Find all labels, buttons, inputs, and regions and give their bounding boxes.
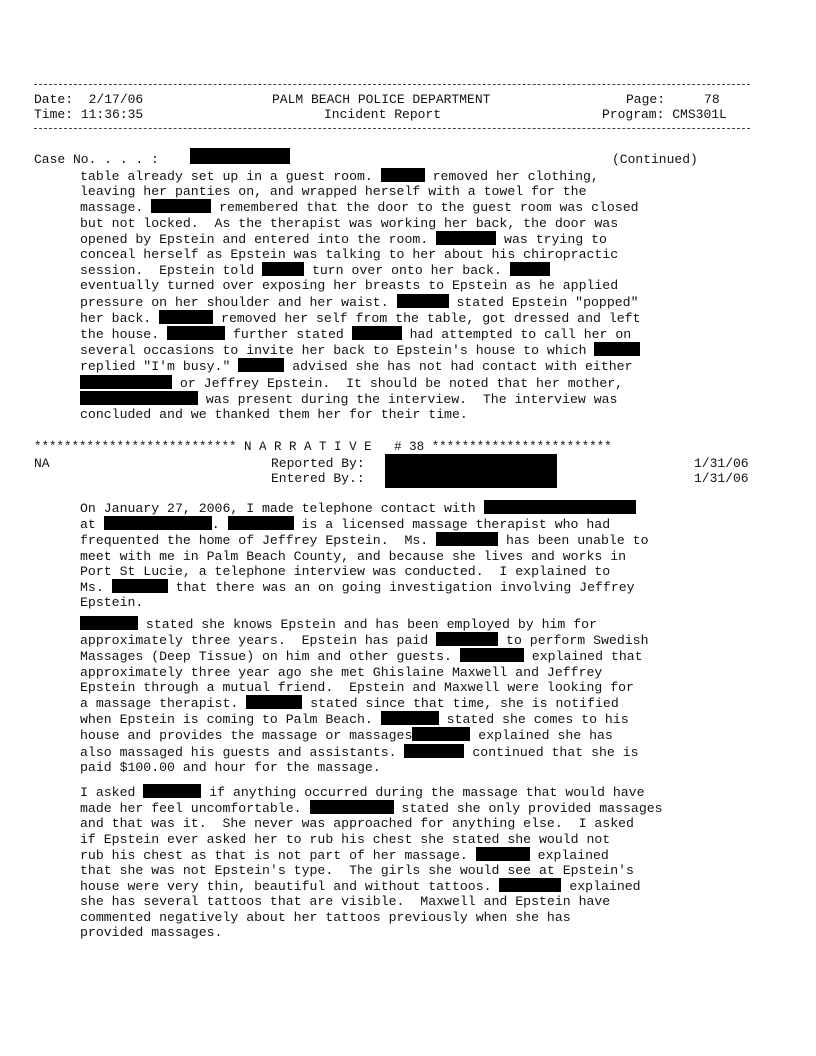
text-line: Epstein through a mutual friend. Epstein and Maxwell were looking for xyxy=(80,679,634,695)
redaction xyxy=(476,847,530,861)
text-line: eventually turned over exposing her breasts to Epstein as he applied xyxy=(80,278,619,294)
redaction xyxy=(112,579,168,593)
redaction xyxy=(246,695,302,709)
redaction xyxy=(80,391,198,405)
text-run: advised she has not had contact with either xyxy=(284,359,633,375)
redaction xyxy=(238,358,284,372)
entered-by-label: Entered By.: xyxy=(271,471,365,486)
text-line: commented negatively about her tattoos previously when she has xyxy=(80,909,571,925)
page-line xyxy=(626,92,720,107)
narrative-paragraph-2 xyxy=(80,616,720,775)
text-line: Epstein. xyxy=(80,595,144,611)
redaction xyxy=(167,326,225,340)
redaction xyxy=(436,532,498,546)
case-number-label: Case No. . . . : xyxy=(34,152,159,167)
redaction xyxy=(510,262,550,276)
header-top-rule xyxy=(34,84,750,85)
page-label: Page: xyxy=(626,92,666,107)
redaction xyxy=(262,262,304,276)
redaction xyxy=(381,168,425,182)
narrative-title: N A R R A T I V E xyxy=(244,440,372,454)
redaction xyxy=(412,727,470,741)
page-number: 78 xyxy=(704,92,720,107)
text-run: explained that xyxy=(523,649,643,665)
text-line: leaving her panties on, and wrapped herself with a towel for the xyxy=(80,184,587,200)
program-line xyxy=(602,107,727,122)
text-run: stated she comes to his xyxy=(438,712,629,728)
text-run: that there was an on going investigation involving Jeffrey xyxy=(167,580,635,596)
text-run: her back. xyxy=(80,310,160,326)
text-run: had attempted to call her on xyxy=(401,327,632,343)
text-run: or Jeffrey Epstein. It should be noted that her mother, xyxy=(172,375,624,391)
time-label: Time: xyxy=(34,107,74,122)
redaction xyxy=(310,800,394,814)
redaction xyxy=(594,342,640,356)
text-line: and that was it. She never was approached for anything else. I asked xyxy=(80,816,634,832)
text-run: also massaged his guests and assistants. xyxy=(80,744,405,760)
text-run: is a licensed massage therapist who had xyxy=(293,517,611,533)
redaction xyxy=(436,632,498,646)
narrative-paragraph-3 xyxy=(80,784,720,940)
department-name: PALM BEACH POLICE DEPARTMENT xyxy=(272,92,491,107)
text-run: explained xyxy=(529,847,609,863)
text-run: removed her self from the table, got dressed and left xyxy=(213,310,641,326)
text-run: at xyxy=(80,517,104,533)
redaction xyxy=(159,310,213,324)
redaction xyxy=(80,616,138,630)
text-run: . xyxy=(211,517,228,533)
text-line: if Epstein ever asked her to rub his chest she stated she would not xyxy=(80,831,611,847)
text-run: further stated xyxy=(225,327,352,343)
text-run: several occasions to invite her back to Epstein's house to which xyxy=(80,343,595,359)
text-run: frequented the home of Jeffrey Epstein. Ms. xyxy=(80,533,437,549)
text-run: made her feel uncomfortable. xyxy=(80,801,310,817)
header-bottom-rule xyxy=(34,128,750,129)
text-run: stated she only provided massages xyxy=(393,801,663,817)
text-run: if anything occurred during the massage that would have xyxy=(201,785,645,800)
text-line: but not locked. As the therapist was working her back, the door was xyxy=(80,215,619,231)
text-run: when Epstein is coming to Palm Beach. xyxy=(80,712,381,728)
program-value: CMS301L xyxy=(672,107,727,122)
text-run: Ms. xyxy=(80,580,112,596)
text-run: table already set up in a guest room. xyxy=(80,169,381,184)
reported-date: 1/31/06 xyxy=(694,456,749,471)
text-run: replied "I'm busy." xyxy=(80,359,239,375)
text-run: massage. xyxy=(80,200,152,216)
text-run: session. Epstein told xyxy=(80,263,263,279)
time-value: 11:36:35 xyxy=(80,107,144,122)
continued-label: (Continued) xyxy=(612,152,698,167)
text-run: continued that she is xyxy=(464,744,639,760)
redaction xyxy=(228,516,294,530)
text-run: explained she has xyxy=(470,728,613,744)
time-line xyxy=(34,107,143,122)
narrative-number: # 38 xyxy=(394,440,425,454)
redaction xyxy=(143,784,201,798)
redaction xyxy=(404,744,464,758)
redaction xyxy=(80,375,172,389)
text-run: stated she knows Epstein and has been employed by him for xyxy=(138,617,597,632)
redaction xyxy=(151,199,211,213)
text-run: stated Epstein "popped" xyxy=(448,294,639,310)
text-run: remembered that the door to the guest room was closed xyxy=(211,200,639,216)
redaction-officer-name xyxy=(385,454,557,488)
narrative-code: NA xyxy=(34,456,50,471)
text-run: has been unable to xyxy=(498,533,649,549)
report-type: Incident Report xyxy=(324,107,442,122)
text-run: was trying to xyxy=(496,231,607,247)
text-run: removed her clothing, xyxy=(424,169,599,184)
redaction xyxy=(397,294,449,308)
text-line: conceal herself as Epstein was talking to her about his chiropractic xyxy=(80,247,619,263)
redaction xyxy=(436,231,496,245)
redaction xyxy=(381,711,439,725)
text-run: approximately three years. Epstein has paid xyxy=(80,633,437,649)
text-run: house and provides the massage or massages xyxy=(80,728,413,744)
narrative-banner: *************************** N A R R A T I V E # 38 ************************ xyxy=(34,440,612,454)
redaction xyxy=(104,516,212,530)
text-run: On January 27, 2006, I made telephone contact with xyxy=(80,501,484,516)
narrative-paragraph-1 xyxy=(80,500,720,610)
date-label: Date: xyxy=(34,92,74,107)
text-run: I asked xyxy=(80,785,144,800)
text-line: paid $100.00 and hour for the massage. xyxy=(80,759,381,775)
date-line xyxy=(34,92,143,107)
redaction xyxy=(460,648,524,662)
text-run: was present during the interview. The interview was xyxy=(198,391,618,407)
text-run: explained xyxy=(561,879,641,895)
text-line: meet with me in Palm Beach County, and because she lives and works in xyxy=(80,548,627,564)
text-line: Port St Lucie, a telephone interview was conducted. I explained to xyxy=(80,563,611,579)
reported-by-label: Reported By: xyxy=(271,456,365,471)
text-run: house were very thin, beautiful and without tattoos. xyxy=(80,879,500,895)
text-run: a massage therapist. xyxy=(80,696,247,712)
redaction xyxy=(499,878,561,892)
date-value: 2/17/06 xyxy=(88,92,144,107)
continued-paragraph xyxy=(80,168,720,422)
text-run: stated since that time, she is notified xyxy=(302,696,619,712)
text-run: turn over onto her back. xyxy=(304,263,510,279)
text-run: rub his chest as that is not part of her massage. xyxy=(80,847,476,863)
stars-right: ************************ xyxy=(431,440,612,454)
text-run: to perform Swedish xyxy=(498,633,649,649)
text-line: she has several tattoos that are visible. Maxwell and Epstein have xyxy=(80,894,611,910)
redaction xyxy=(352,326,402,340)
entered-date: 1/31/06 xyxy=(694,471,749,486)
text-run: Massages (Deep Tissue) on him and other guests. xyxy=(80,649,460,665)
text-line: concluded and we thanked them her for their time. xyxy=(80,407,468,423)
stars-left: ************************ xyxy=(34,440,215,454)
redaction xyxy=(484,500,636,514)
text-run: the house. xyxy=(80,327,168,343)
text-run: opened by Epstein and entered into the room. xyxy=(80,231,437,247)
text-line: that she was not Epstein's type. The girls she would see at Epstein's xyxy=(80,863,634,879)
text-line: approximately three year ago she met Ghislaine Maxwell and Jeffrey xyxy=(80,664,603,680)
text-run: pressure on her shoulder and her waist. xyxy=(80,294,397,310)
text-line: provided massages. xyxy=(80,924,223,940)
program-label: Program: xyxy=(602,107,665,122)
redaction-case-number xyxy=(190,148,290,164)
